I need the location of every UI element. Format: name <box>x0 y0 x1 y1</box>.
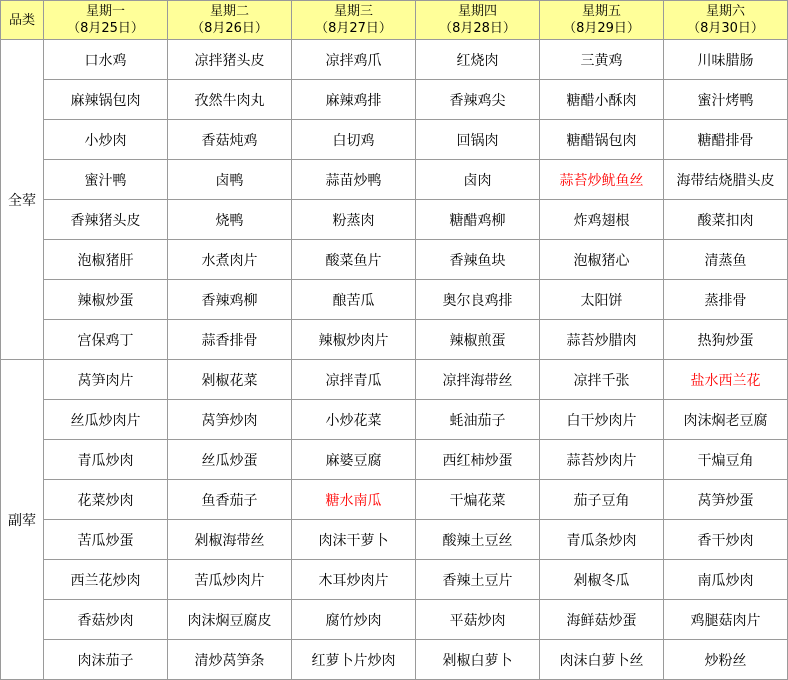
dish-cell: 香干炒肉 <box>664 520 788 560</box>
dish-cell: 凉拌青瓜 <box>292 360 416 400</box>
dish-cell: 凉拌海带丝 <box>416 360 540 400</box>
table-row <box>1 360 788 400</box>
dish-cell: 肉沫干萝卜 <box>292 520 416 560</box>
dish-cell: 太阳饼 <box>540 280 664 320</box>
table-row <box>1 440 788 480</box>
dish-cell: 三黄鸡 <box>540 40 664 80</box>
category-cell: 副荤 <box>1 360 44 680</box>
dish-cell: 白干炒肉片 <box>540 400 664 440</box>
dish-cell: 孜然牛肉丸 <box>168 80 292 120</box>
dish-cell: 鸡腿菇肉片 <box>664 600 788 640</box>
dish-cell: 腐竹炒肉 <box>292 600 416 640</box>
dish-cell: 糖水南瓜 <box>292 480 416 520</box>
dish-cell: 凉拌猪头皮 <box>168 40 292 80</box>
day-date: （8月29日） <box>563 21 640 36</box>
dish-cell: 蒜苔炒鱿鱼丝 <box>540 160 664 200</box>
dish-cell: 香辣猪头皮 <box>44 200 168 240</box>
dish-cell: 蒜香排骨 <box>168 320 292 360</box>
day-name: 星期五 <box>581 4 621 19</box>
dish-cell: 泡椒猪肝 <box>44 240 168 280</box>
dish-cell: 卤鸭 <box>168 160 292 200</box>
dish-cell: 蒜苔炒肉片 <box>540 440 664 480</box>
dish-cell: 西兰花炒肉 <box>44 560 168 600</box>
dish-cell: 丝瓜炒肉片 <box>44 400 168 440</box>
dish-cell: 苦瓜炒肉片 <box>168 560 292 600</box>
day-header-monday <box>44 1 168 40</box>
dish-cell: 麻辣鸡排 <box>292 80 416 120</box>
dish-cell: 干煸豆角 <box>664 440 788 480</box>
day-name: 星期一 <box>85 4 125 19</box>
day-header-friday <box>540 1 664 40</box>
dish-cell: 木耳炒肉片 <box>292 560 416 600</box>
dish-cell: 莴笋肉片 <box>44 360 168 400</box>
dish-cell: 卤肉 <box>416 160 540 200</box>
dish-cell: 盐水西兰花 <box>664 360 788 400</box>
table-row <box>1 320 788 360</box>
dish-cell: 烧鸭 <box>168 200 292 240</box>
table-row <box>1 40 788 80</box>
table-row <box>1 160 788 200</box>
dish-cell: 红萝卜片炒肉 <box>292 640 416 680</box>
dish-cell: 香菇炒肉 <box>44 600 168 640</box>
day-name: 星期二 <box>209 4 249 19</box>
dish-cell: 肉沫白萝卜丝 <box>540 640 664 680</box>
dish-cell: 酿苦瓜 <box>292 280 416 320</box>
day-date: （8月30日） <box>687 21 764 36</box>
day-header-saturday <box>664 1 788 40</box>
dish-cell: 凉拌鸡爪 <box>292 40 416 80</box>
table-row <box>1 120 788 160</box>
dish-cell: 泡椒猪心 <box>540 240 664 280</box>
day-date: （8月25日） <box>67 21 144 36</box>
table-row <box>1 640 788 680</box>
dish-cell: 糖醋鸡柳 <box>416 200 540 240</box>
day-name: 星期六 <box>705 4 745 19</box>
dish-cell: 白切鸡 <box>292 120 416 160</box>
dish-cell: 海鲜菇炒蛋 <box>540 600 664 640</box>
day-name: 星期三 <box>333 4 373 19</box>
dish-cell: 青瓜条炒肉 <box>540 520 664 560</box>
dish-cell: 剁椒白萝卜 <box>416 640 540 680</box>
dish-cell: 苦瓜炒蛋 <box>44 520 168 560</box>
dish-cell: 红烧肉 <box>416 40 540 80</box>
dish-cell: 香辣鸡尖 <box>416 80 540 120</box>
day-date: （8月27日） <box>315 21 392 36</box>
dish-cell: 酸菜扣肉 <box>664 200 788 240</box>
dish-cell: 口水鸡 <box>44 40 168 80</box>
dish-cell: 南瓜炒肉 <box>664 560 788 600</box>
dish-cell: 西红柿炒蛋 <box>416 440 540 480</box>
dish-cell: 肉沫焖豆腐皮 <box>168 600 292 640</box>
dish-cell: 川味腊肠 <box>664 40 788 80</box>
dish-cell: 宫保鸡丁 <box>44 320 168 360</box>
dish-cell: 剁椒花菜 <box>168 360 292 400</box>
dish-cell: 莴笋炒肉 <box>168 400 292 440</box>
dish-cell: 炒粉丝 <box>664 640 788 680</box>
dish-cell: 辣椒炒肉片 <box>292 320 416 360</box>
day-date: （8月26日） <box>191 21 268 36</box>
menu-body <box>1 40 788 680</box>
dish-cell: 回锅肉 <box>416 120 540 160</box>
dish-cell: 海带结烧腊头皮 <box>664 160 788 200</box>
dish-cell: 青瓜炒肉 <box>44 440 168 480</box>
dish-cell: 酸辣土豆丝 <box>416 520 540 560</box>
dish-cell: 茄子豆角 <box>540 480 664 520</box>
dish-cell: 蒸排骨 <box>664 280 788 320</box>
table-row <box>1 600 788 640</box>
dish-cell: 麻婆豆腐 <box>292 440 416 480</box>
dish-cell: 鱼香茄子 <box>168 480 292 520</box>
dish-cell: 水煮肉片 <box>168 240 292 280</box>
header-row <box>1 1 788 40</box>
table-row <box>1 280 788 320</box>
dish-cell: 辣椒煎蛋 <box>416 320 540 360</box>
dish-cell: 剁椒海带丝 <box>168 520 292 560</box>
day-header-tuesday <box>168 1 292 40</box>
dish-cell: 干煸花菜 <box>416 480 540 520</box>
table-row <box>1 400 788 440</box>
dish-cell: 肉沫茄子 <box>44 640 168 680</box>
dish-cell: 蒜苗炒鸭 <box>292 160 416 200</box>
table-row <box>1 520 788 560</box>
dish-cell: 香辣鸡柳 <box>168 280 292 320</box>
dish-cell: 辣椒炒蛋 <box>44 280 168 320</box>
dish-cell: 奥尔良鸡排 <box>416 280 540 320</box>
dish-cell: 清炒莴笋条 <box>168 640 292 680</box>
dish-cell: 麻辣锅包肉 <box>44 80 168 120</box>
dish-cell: 小炒花菜 <box>292 400 416 440</box>
dish-cell: 蚝油茄子 <box>416 400 540 440</box>
dish-cell: 糖醋小酥肉 <box>540 80 664 120</box>
table-row <box>1 240 788 280</box>
day-name: 星期四 <box>457 4 497 19</box>
dish-cell: 炸鸡翅根 <box>540 200 664 240</box>
day-header-thursday <box>416 1 540 40</box>
dish-cell: 蒜苔炒腊肉 <box>540 320 664 360</box>
dish-cell: 丝瓜炒蛋 <box>168 440 292 480</box>
dish-cell: 香菇炖鸡 <box>168 120 292 160</box>
dish-cell: 莴笋炒蛋 <box>664 480 788 520</box>
table-row <box>1 480 788 520</box>
dish-cell: 凉拌千张 <box>540 360 664 400</box>
dish-cell: 香辣土豆片 <box>416 560 540 600</box>
day-header-wednesday <box>292 1 416 40</box>
dish-cell: 小炒肉 <box>44 120 168 160</box>
dish-cell: 蜜汁烤鸭 <box>664 80 788 120</box>
dish-cell: 糖醋锅包肉 <box>540 120 664 160</box>
dish-cell: 平菇炒肉 <box>416 600 540 640</box>
dish-cell: 粉蒸肉 <box>292 200 416 240</box>
table-row <box>1 560 788 600</box>
category-header: 品类 <box>1 1 44 40</box>
dish-cell: 香辣鱼块 <box>416 240 540 280</box>
dish-cell: 肉沫焖老豆腐 <box>664 400 788 440</box>
table-row <box>1 80 788 120</box>
dish-cell: 清蒸鱼 <box>664 240 788 280</box>
dish-cell: 酸菜鱼片 <box>292 240 416 280</box>
dish-cell: 剁椒冬瓜 <box>540 560 664 600</box>
category-cell: 全荤 <box>1 40 44 360</box>
dish-cell: 糖醋排骨 <box>664 120 788 160</box>
dish-cell: 花菜炒肉 <box>44 480 168 520</box>
dish-cell: 热狗炒蛋 <box>664 320 788 360</box>
dish-cell: 蜜汁鸭 <box>44 160 168 200</box>
table-row <box>1 200 788 240</box>
day-date: （8月28日） <box>439 21 516 36</box>
